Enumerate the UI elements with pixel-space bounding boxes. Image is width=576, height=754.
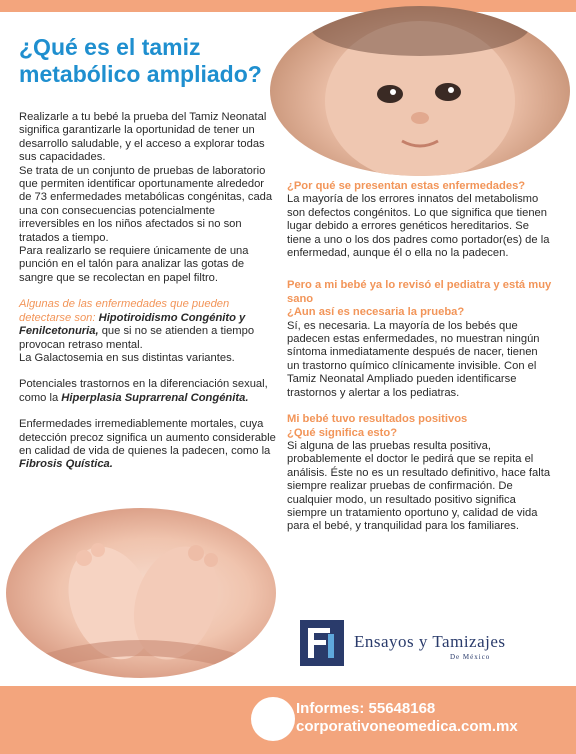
baby-face-photo — [270, 6, 570, 176]
mortal-paragraph — [19, 418, 277, 472]
intro-paragraph-3: Para realizarlo se requiere únicamente de una punción en el talón para analizar las gotas de sangre que se recolectan en papel filtro. — [19, 245, 249, 284]
question-2-subheading: ¿Aun así es necesaria la prueba? — [287, 306, 465, 319]
galactosemia-line: La Galactosemia en sus distintas variantes. — [19, 351, 235, 364]
question-1-heading: ¿Por qué se presentan estas enfermedades? — [287, 180, 526, 192]
diseases-paragraph — [19, 298, 277, 352]
mortal-prefix: Enfermedades irremediablemente mortales, cuya detección precoz significa un aumento considerable en calidad de vida de quienes la padecen, como la — [19, 418, 276, 457]
baby-feet-photo — [6, 508, 276, 678]
diseases-highlight: Hipotiroidismo Congénito y Fenilcetonuria, — [19, 311, 246, 338]
baby-feet-illustration — [6, 508, 276, 678]
potential-paragraph — [19, 378, 277, 405]
footer-website[interactable]: corporativoneomedica.com.mx — [296, 718, 518, 735]
company-logo — [300, 620, 540, 668]
answer-2: Sí, es necesaria. La mayoría de los bebés que padecen estas enfermedades, no muestran ningún síntoma inmediatamente después de nacer, tienen un trastorno químico clínicamente invisible. Con el Tamiz Neonatal Ampliado pueden identificarse trastornos y alertar a los pediatras. — [287, 319, 540, 399]
question-2-heading: Pero a mi bebé ya lo revisó el pediatra y está muy sano — [287, 279, 552, 305]
left-column — [19, 111, 277, 472]
footer-circle-icon — [251, 697, 295, 741]
footer-band — [0, 686, 576, 754]
potential-prefix: Potenciales trastornos en la diferenciación sexual, como la — [19, 378, 268, 404]
mortal-highlight: Fibrosis Quística. — [19, 458, 113, 471]
right-column — [287, 180, 552, 534]
intro-paragraph-1: Realizarle a tu bebé la prueba del Tamiz Neonatal significa garantizarle la oportunidad de tener un desarrollo saludable, y el acceso a explorar todas sus capacidades. — [19, 111, 267, 164]
ensayos-logo-icon — [300, 620, 344, 666]
answer-3: Si alguna de las pruebas resulta positiva, probablemente el doctor le pedirá que se repita el análisis. Éste no es un resultado definitivo, hace falta siempre realizar pruebas de confirmación. De cualquier modo, un resultado positivo significa siempre un tratamiento oportuno y, calidad de vida para el bebé, y tranquilidad para los familiares. — [287, 439, 551, 533]
question-3-subheading: ¿Qué significa esto? — [287, 426, 398, 439]
top-band — [0, 0, 576, 12]
logo-subtitle: De México — [450, 653, 491, 661]
footer-phone: Informes: 55648168 — [296, 700, 436, 717]
potential-highlight: Hiperplasia Suprarrenal Congénita. — [61, 391, 249, 404]
question-3-heading: Mi bebé tuvo resultados positivos — [287, 413, 468, 426]
intro-paragraph-2: Se trata de un conjunto de pruebas de laboratorio que permiten identificar oportunamente alrededor de 73 enfermedades metabólicas congénitas, cada una con consecuencias potencialmente irreversibles en los niños afectados si no son tratados a tiempo. — [19, 164, 273, 244]
diseases-rest: que si no se atienden a tiempo provocan retraso mental. — [19, 325, 255, 351]
answer-1: La mayoría de los errores innatos del metabolismo son defectos congénitos. Lo que significa que tienen lugar debido a errores genéticos hereditarios. Se tiene a uno o los dos padres como portador(es) de la enfermedad, aunque él o ella no la padecen. — [287, 193, 550, 260]
logo-name: Ensayos y Tamizajes — [354, 632, 506, 651]
baby-face-illustration — [270, 6, 570, 176]
page-title: ¿Qué es el tamiz metabólico ampliado? — [19, 34, 262, 87]
diseases-intro: Algunas de las enfermedades que pueden detectarse son: — [19, 298, 230, 324]
